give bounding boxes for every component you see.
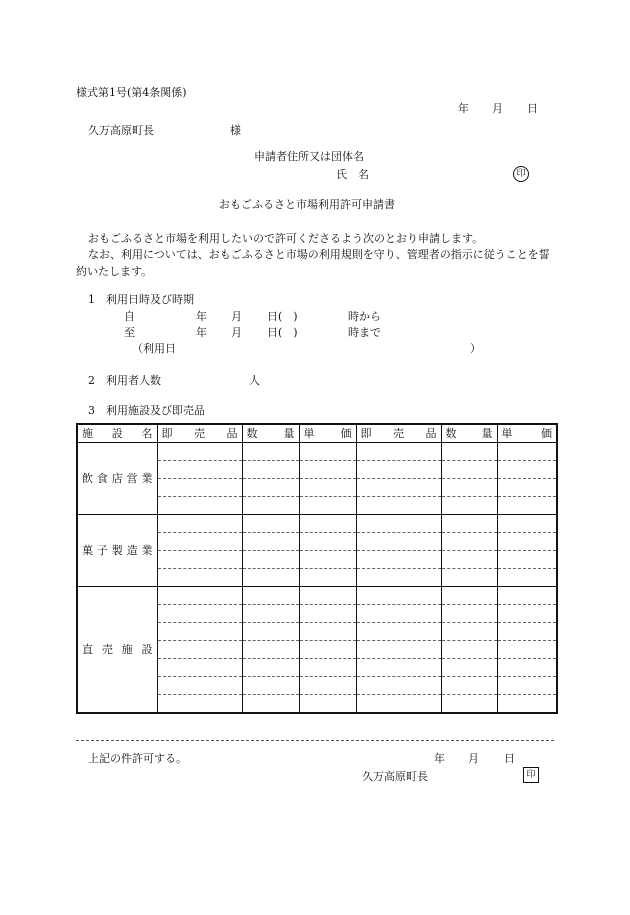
price-cell[interactable] <box>299 623 356 641</box>
header-item-2: 即売品 <box>356 424 441 443</box>
usage-day-open: （利用日 <box>132 342 176 355</box>
persons-unit-label: 人 <box>249 374 260 387</box>
price-cell[interactable] <box>299 479 356 497</box>
time-to-label: 時まで <box>348 326 381 339</box>
price-cell[interactable] <box>299 659 356 677</box>
applicant-seal-icon: 印 <box>513 166 529 182</box>
price-cell[interactable] <box>497 461 557 479</box>
category-restaurant: 飲食店営業 <box>77 443 157 515</box>
quantity-cell[interactable] <box>242 569 299 587</box>
item-cell[interactable] <box>157 659 242 677</box>
quantity-cell[interactable] <box>242 641 299 659</box>
quantity-cell[interactable] <box>441 551 497 569</box>
quantity-cell[interactable] <box>441 497 497 515</box>
header-unit-price-2: 単価 <box>497 424 557 443</box>
price-cell[interactable] <box>299 533 356 551</box>
quantity-cell[interactable] <box>242 515 299 533</box>
quantity-cell[interactable] <box>441 695 497 714</box>
price-cell[interactable] <box>299 695 356 714</box>
price-cell[interactable] <box>497 533 557 551</box>
section3-heading: 3 利用施設及び即売品 <box>88 404 205 417</box>
approval-day-label: 日 <box>504 752 515 765</box>
item-cell[interactable] <box>356 461 441 479</box>
item-cell[interactable] <box>356 569 441 587</box>
item-cell[interactable] <box>157 605 242 623</box>
quantity-cell[interactable] <box>242 659 299 677</box>
price-cell[interactable] <box>497 587 557 605</box>
date-year-label: 年 <box>458 102 469 115</box>
item-cell[interactable] <box>356 515 441 533</box>
header-item: 即売品 <box>157 424 242 443</box>
from-label: 自 <box>124 310 135 323</box>
item-cell[interactable] <box>356 677 441 695</box>
item-cell[interactable] <box>157 497 242 515</box>
addressee-honorific: 様 <box>230 124 241 137</box>
quantity-cell[interactable] <box>441 569 497 587</box>
to-month-label: 月 <box>231 326 242 339</box>
item-cell[interactable] <box>157 479 242 497</box>
price-cell[interactable] <box>497 443 557 461</box>
price-cell[interactable] <box>497 515 557 533</box>
table-row <box>77 443 557 461</box>
approval-text: 上記の件許可する。 <box>88 752 187 765</box>
price-cell[interactable] <box>497 605 557 623</box>
price-cell[interactable] <box>299 443 356 461</box>
section1-heading: 1 利用日時及び時期 <box>88 293 194 306</box>
item-cell[interactable] <box>356 659 441 677</box>
approval-month-label: 月 <box>468 752 479 765</box>
quantity-cell[interactable] <box>441 605 497 623</box>
from-month-label: 月 <box>231 310 242 323</box>
price-cell[interactable] <box>299 551 356 569</box>
quantity-cell[interactable] <box>242 677 299 695</box>
item-cell[interactable] <box>356 623 441 641</box>
item-cell[interactable] <box>157 677 242 695</box>
item-cell[interactable] <box>157 461 242 479</box>
quantity-cell[interactable] <box>242 695 299 714</box>
header-quantity: 数量 <box>242 424 299 443</box>
date-day-label: 日 <box>527 102 538 115</box>
quantity-cell[interactable] <box>242 623 299 641</box>
quantity-cell[interactable] <box>242 587 299 605</box>
document-title: おもごふるさと市場利用許可申請書 <box>219 198 395 211</box>
item-cell[interactable] <box>356 587 441 605</box>
item-cell[interactable] <box>356 479 441 497</box>
quantity-cell[interactable] <box>441 623 497 641</box>
usage-day-close: ） <box>470 342 481 355</box>
applicant-name-label: 氏 名 <box>336 168 369 181</box>
item-cell[interactable] <box>356 605 441 623</box>
date-month-label: 月 <box>492 102 503 115</box>
price-cell[interactable] <box>299 605 356 623</box>
quantity-cell[interactable] <box>242 533 299 551</box>
price-cell[interactable] <box>497 479 557 497</box>
price-cell[interactable] <box>299 677 356 695</box>
quantity-cell[interactable] <box>242 605 299 623</box>
price-cell[interactable] <box>497 677 557 695</box>
header-unit-price: 単価 <box>299 424 356 443</box>
quantity-cell[interactable] <box>242 551 299 569</box>
from-day-label: 日( ) <box>267 310 298 323</box>
approval-mayor: 久万高原町長 <box>362 770 428 783</box>
quantity-cell[interactable] <box>441 641 497 659</box>
to-day-label: 日( ) <box>267 326 298 339</box>
item-cell[interactable] <box>356 641 441 659</box>
item-cell[interactable] <box>157 695 242 714</box>
price-cell[interactable] <box>299 497 356 515</box>
price-cell[interactable] <box>299 587 356 605</box>
from-year-label: 年 <box>196 310 207 323</box>
quantity-cell[interactable] <box>441 515 497 533</box>
item-cell[interactable] <box>356 443 441 461</box>
quantity-cell[interactable] <box>242 443 299 461</box>
item-cell[interactable] <box>157 641 242 659</box>
addressee-name: 久万高原町長 <box>88 124 154 137</box>
price-cell[interactable] <box>497 641 557 659</box>
table-row <box>77 515 557 533</box>
header-facility-name: 施設名 <box>77 424 157 443</box>
header-quantity-2: 数量 <box>441 424 497 443</box>
item-cell[interactable] <box>157 587 242 605</box>
quantity-cell[interactable] <box>441 533 497 551</box>
quantity-cell[interactable] <box>441 659 497 677</box>
to-year-label: 年 <box>196 326 207 339</box>
price-cell[interactable] <box>497 659 557 677</box>
category-confectionery: 菓子製造業 <box>77 515 157 587</box>
item-cell[interactable] <box>157 569 242 587</box>
quantity-cell[interactable] <box>242 461 299 479</box>
price-cell[interactable] <box>497 569 557 587</box>
price-cell[interactable] <box>497 623 557 641</box>
body-paragraph-2: なお、利用については、おもごふるさと市場の利用規則を守り、管理者の指示に従うことを誓約いたします。 <box>76 248 550 278</box>
cut-line-divider <box>76 740 554 741</box>
item-cell[interactable] <box>356 551 441 569</box>
facility-items-table <box>76 423 558 714</box>
item-cell[interactable] <box>356 497 441 515</box>
table-row <box>77 587 557 605</box>
quantity-cell[interactable] <box>441 443 497 461</box>
approval-seal-icon: 印 <box>523 767 539 783</box>
item-cell[interactable] <box>157 443 242 461</box>
item-cell[interactable] <box>356 533 441 551</box>
price-cell[interactable] <box>497 497 557 515</box>
body-paragraph-1: おもごふるさと市場を利用したいので許可くださるよう次のとおり申請します。 <box>88 232 484 245</box>
item-cell[interactable] <box>157 515 242 533</box>
price-cell[interactable] <box>299 641 356 659</box>
quantity-cell[interactable] <box>441 677 497 695</box>
category-direct-sales: 直売施設 <box>77 587 157 714</box>
price-cell[interactable] <box>299 569 356 587</box>
quantity-cell[interactable] <box>441 479 497 497</box>
quantity-cell[interactable] <box>242 479 299 497</box>
item-cell[interactable] <box>157 551 242 569</box>
price-cell[interactable] <box>299 461 356 479</box>
price-cell[interactable] <box>497 695 557 714</box>
to-label: 至 <box>124 326 135 339</box>
applicant-address-label: 申請者住所又は団体名 <box>254 150 364 163</box>
time-from-label: 時から <box>348 310 381 323</box>
quantity-cell[interactable] <box>441 587 497 605</box>
price-cell[interactable] <box>497 551 557 569</box>
quantity-cell[interactable] <box>242 497 299 515</box>
quantity-cell[interactable] <box>441 461 497 479</box>
approval-year-label: 年 <box>434 752 445 765</box>
section2-heading: 2 利用者人数 <box>88 374 161 387</box>
price-cell[interactable] <box>299 515 356 533</box>
item-cell[interactable] <box>157 533 242 551</box>
item-cell[interactable] <box>356 695 441 714</box>
table-header-row <box>77 424 557 443</box>
form-number: 様式第1号(第4条関係) <box>76 86 187 99</box>
item-cell[interactable] <box>157 623 242 641</box>
